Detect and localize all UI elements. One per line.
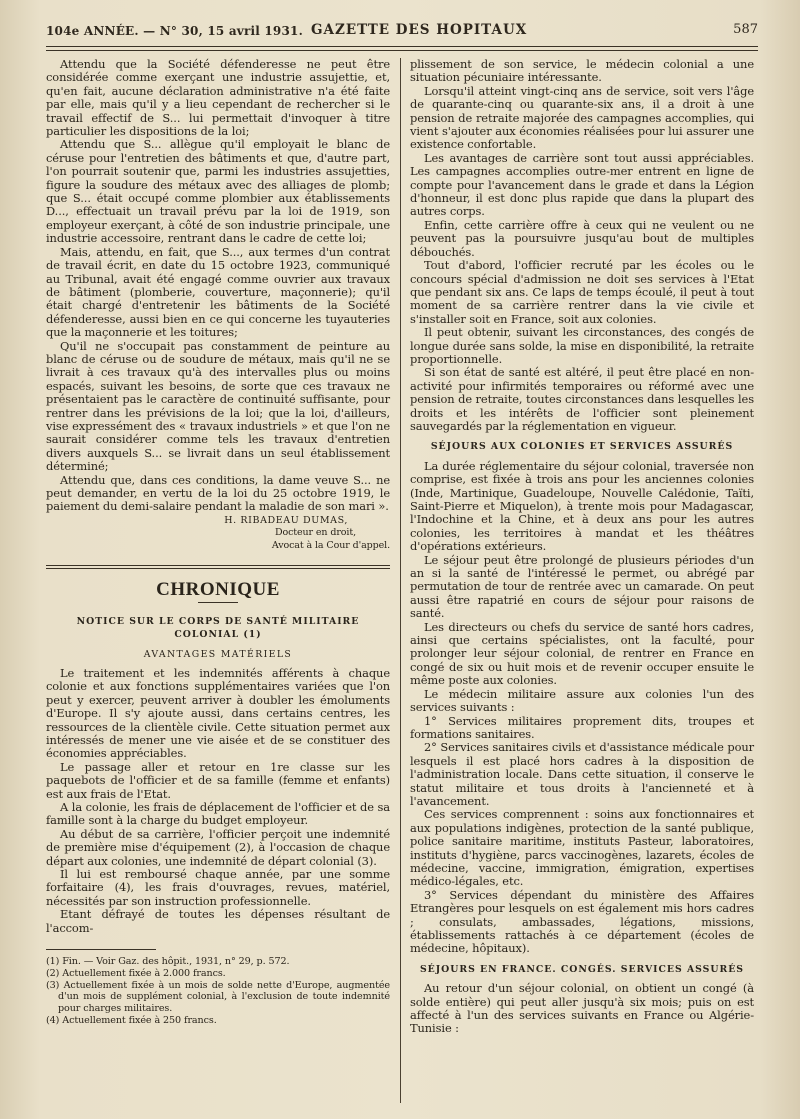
paragraph: A la colonie, les frais de déplacement de l'officier et de sa famille sont à la charge du budget employeur.	[46, 800, 390, 828]
section-divider	[46, 565, 390, 569]
notice-title: NOTICE SUR LE CORPS DE SANTÉ MILITAIRE COLONIAL (1)	[76, 615, 360, 641]
column-divider	[400, 58, 401, 1103]
paragraph: Au début de sa carrière, l'officier perçoit une indemnité de première mise d'équipement (2), à l'occasion de chaque départ aux colonies, une indemnité de départ colonial (3).	[46, 826, 390, 868]
heading-rule	[198, 602, 238, 603]
paragraph: Attendu que la Société défenderesse ne peut être considérée comme exerçant une industrie assujettie, et, qu'en fait, aucune déclaration administrative n'a été faite par elle, mais qu'il y a lieu cependant de rechercher si le travail effectif de S... lui permettait d'invoquer à titre particulier les dispositions de la loi;	[46, 57, 390, 139]
issue-line: 104e ANNÉE. — N° 30, 15 avril 1931.	[46, 24, 303, 38]
left-column	[46, 58, 390, 1058]
signature-block	[46, 515, 390, 553]
paragraph: Il peut obtenir, suivant les circonstances, des congés de longue durée sans solde, la mise en disponibilité, la retraite proportionnelle.	[410, 325, 754, 366]
footnote: (4) Actuellement fixée à 250 francs.	[46, 1015, 217, 1027]
paragraph: Il lui est remboursé chaque année, par une somme forfaitaire (4), les frais d'ouvrages, revues, matériel, nécessités par son instruction professionnelle.	[46, 867, 390, 908]
paragraph: Le séjour peut être prolongé de plusieurs périodes d'un an si la santé de l'intéressé le permet, ou abrégé par permutation de tour de rentrée avec un camarade. On peut aussi être rapatrié en cours de séjour pour raisons de santé.	[410, 552, 754, 621]
journal-title: GAZETTE DES HOPITAUX	[311, 22, 528, 38]
paragraph: Le traitement et les indemnités afférents à chaque colonie et aux fonctions supplémentaires variées que l'on peut y exercer, peuvent arriver à doubler les émoluments d'Europe. Il s'y ajoute aussi, dans certains centres, les ressources de la clientèle civile. Cette situation permet aux intéressés de mener une vie aisée et de se constituer des économies appréciables.	[46, 665, 390, 761]
paragraph: Si son état de santé est altéré, il peut être placé en non-activité pour infirmités temporaires ou réformé avec une pension de retraite, toutes circonstances dans lesquelles les droits et les intérêts de l'officier sont pleinement sauvegardés par la réglementation en vigueur.	[410, 365, 754, 433]
paragraph: Les directeurs ou chefs du service de santé hors cadres, ainsi que certains spécialistes, ont la faculté, pour prolonger leur séjour colonial, de rentrer en France en congé de six ou huit mois et de revenir occuper ensuite le même poste aux colonies.	[410, 619, 754, 688]
paragraph: 3° Services dépendant du ministère des Affaires Etrangères pour lesquels on est également mis hors cadres ; consulats, ambassades, légations, missions, établissements rattachés à ce département (écoles de médecine, hôpitaux).	[410, 887, 754, 956]
section-heading: SÉJOURS AUX COLONIES ET SERVICES ASSURÉS	[430, 441, 734, 453]
paragraph: Ces services comprennent : soins aux fonctionnaires et aux populations indigènes, protection de la santé publique, police sanitaire maritime, instituts Pasteur, laboratoires, instituts d'hygiène, parcs vaccinogènes, lazarets, écoles de médecine, vaccine, immigration, émigration, expertises médico-légales, etc.	[410, 807, 754, 889]
right-column	[410, 58, 754, 1103]
paragraph: Enfin, cette carrière offre à ceux qui ne veulent ou ne peuvent pas la poursuivre jusqu'au bout de multiples débouchés.	[410, 217, 754, 259]
paragraph: plissement de son service, le médecin colonial a une situation pécuniaire intéressante.	[410, 57, 754, 85]
footnotes	[46, 956, 390, 1027]
footnote-rule	[46, 949, 156, 950]
paragraph: Lorsqu'il atteint vingt-cinq ans de service, soit vers l'âge de quarante-cinq ou quarante-six ans, il a droit à une pension de retraite majorée des campagnes accomplies, qui vient s'ajouter aux économies réalisées pour lui assurer une existence confortable.	[410, 83, 754, 152]
section-heading: SÉJOURS EN FRANCE. CONGÉS. SERVICES ASSURÉS	[419, 963, 745, 975]
paragraph: Au retour d'un séjour colonial, on obtient un congé (à solde entière) qui peut aller jusqu'à six mois; puis on est affecté à l'un des services suivants en France ou Algérie-Tunisie :	[410, 981, 754, 1036]
paragraph: Attendu que S... allègue qu'il employait le blanc de céruse pour l'entretien des bâtiments et que, d'autre part, l'on pourrait soutenir que, parmi les industries assujetties, figure la soudure des métaux avec des alliages de plomb; que S... était occupé comme plombier aux établissements D..., effectuait un travail prévu par la loi de 1919, son employeur exerçant, à côté de son industrie principale, une industrie accessoire, rentrant dans le cadre de cette loi;	[46, 137, 390, 246]
paragraph: Mais, attendu, en fait, que S..., aux termes d'un contrat de travail écrit, en date du 15 octobre 1923, communiqué au Tribunal, avait été engagé comme ouvrier aux travaux de bâtiment (plomberie, couverture, maçonnerie); qu'il était chargé d'entretenir les bâtiments de la Société défenderesse, aussi bien en ce qui concerne les tuyauteries que la maçonnerie et les toitures;	[46, 244, 390, 340]
chronique-heading: CHRONIQUE	[156, 579, 280, 601]
paragraph: Les avantages de carrière sont tout aussi appréciables. Les campagnes accomplies outre-mer entrent en ligne de compte pour l'avancement dans le grade et dans la Légion d'honneur, il est donc plus rapide que dans la plupart des autres corps.	[410, 150, 754, 219]
author-affiliation: Avocat à la Cour d'appel.	[271, 539, 390, 551]
paragraph: Tout d'abord, l'officier recruté par les écoles ou le concours spécial d'admission ne doit ses services à l'Etat que pendant six ans. Ce laps de temps écoulé, il peut à tout moment de sa carrière rentrer dans la vie civile et s'installer soit en France, soit aux colonies.	[410, 258, 754, 326]
page-number: 587	[733, 22, 758, 37]
paragraph: Le passage aller et retour en 1re classe sur les paquebots de l'officier et de sa famille (femme et enfants) est aux frais de l'Etat.	[46, 759, 390, 801]
footnote: (1) Fin. — Voir Gaz. des hôpit., 1931, n° 29, p. 572.	[46, 956, 290, 968]
footnote: (2) Actuellement fixée à 2.000 francs.	[46, 967, 226, 979]
author-name: H. RIBADEAU DUMAS,	[224, 514, 348, 526]
paragraph: Le médecin militaire assure aux colonies l'un des services suivants :	[410, 686, 754, 715]
author-title: Docteur en droit,	[274, 527, 356, 539]
header-rule	[46, 46, 758, 51]
paragraph: La durée réglementaire du séjour colonial, traversée non comprise, est fixée à trois ans pour les anciennes colonies (Inde, Martinique, Guadeloupe, Nouvelle Calédonie, Taïti, Saint-Pierre et Miquelon), à trente mois pour Madagascar, l'Indochine et la Chine, et à deux ans pour les autres colonies, les territoires à mandat et les théâtres d'opérations extérieurs.	[410, 458, 754, 554]
paragraph: Attendu que, dans ces conditions, la dame veuve S... ne peut demander, en vertu de la loi du 25 octobre 1919, le paiement du demi-salaire pendant la maladie de son mari ».	[46, 472, 390, 514]
page-header	[46, 22, 758, 44]
paragraph: 2° Services sanitaires civils et d'assistance médicale pour lesquels il est placé hors cadres à la disposition de l'administration locale. Dans cette situation, il conserve le statut militaire et tous droits à l'ancienneté et à l'avancement.	[410, 740, 754, 808]
section-heading: AVANTAGES MATÉRIELS	[143, 648, 293, 660]
footnote: (3) Actuellement fixée à un mois de solde nette d'Europe, augmentée d'un mois de supplément colonial, à l'exclusion de toute indemnité pour charges militaires.	[46, 979, 390, 1015]
paragraph: Etant défrayé de toutes les dépenses résultant de l'accom-	[46, 907, 390, 935]
paragraph: 1° Services militaires proprement dits, troupes et formations sanitaires.	[410, 713, 754, 741]
paragraph: Qu'il ne s'occupait pas constamment de peinture au blanc de céruse ou de soudure de métaux, mais qu'il ne se livrait à ces travaux qu'à des intervalles plus ou moins espacés, suivant les besoins, de sorte que ces travaux ne présentaient pas le caractère de continuité suffisante, pour rentrer dans les prévisions de la loi; que la loi, d'ailleurs, vise expressément des « travaux industriels » et que l'on ne saurait considérer comme tels les travaux d'entretien divers auxquels S... se livrait dans un seul établissement déterminé;	[46, 338, 390, 474]
